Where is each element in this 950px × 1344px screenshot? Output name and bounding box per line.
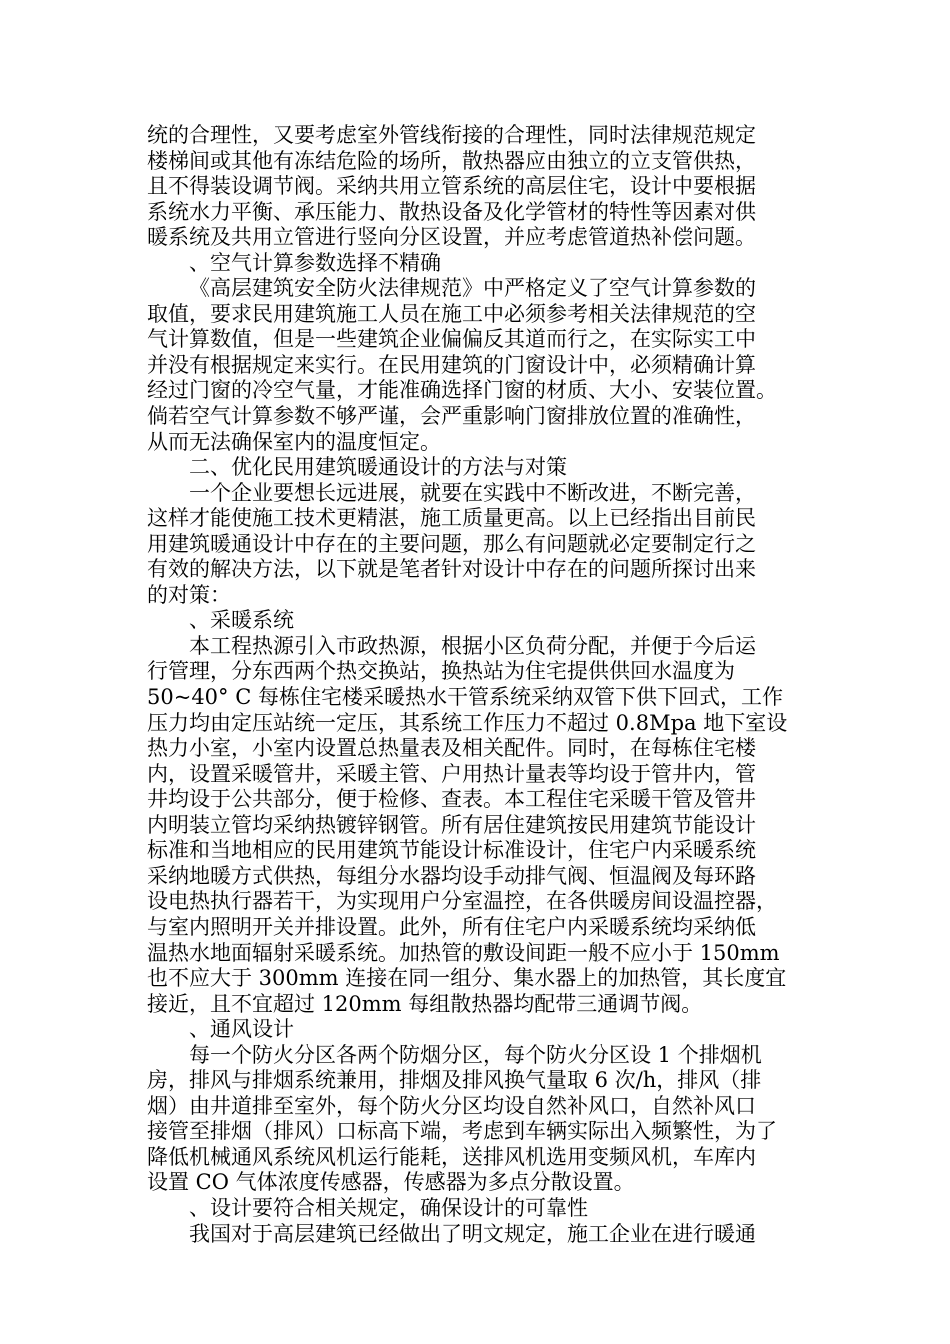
text-line: 接管至排烟（排风）口标高下端，考虑到车辆实际出入频繁性，为了 (147, 1119, 777, 1144)
text-line: 这样才能使施工技术更精湛，施工质量更高。以上已经指出目前民 (147, 506, 756, 531)
text-line: 系统水力平衡、承压能力、散热设备及化学管材的特性等因素对供 (147, 199, 756, 224)
text-line: 统的合理性，又要考虑室外管线衔接的合理性，同时法律规范规定 (147, 123, 756, 147)
text-line: 一个企业要想长远进展，就要在实践中不断改进，不断完善， (189, 480, 756, 505)
text-line: 压力均由定压站统一定压，其系统工作压力不超过 0.8Mpa 地下室设 (147, 710, 788, 735)
text-line: 的对策： (147, 582, 231, 607)
text-line: 、采暖系统 (189, 608, 294, 633)
text-line: 也不应大于 300mm 连接在同一组分、集水器上的加热管，其长度宜 (147, 966, 787, 991)
text-line: 降低机械通风系统风机运行能耗，送排风机选用变频风机，车库内 (147, 1144, 756, 1169)
text-line: 暖系统及共用立管进行竖向分区设置，并应考虑管道热补偿问题。 (147, 225, 756, 250)
document-body (147, 123, 807, 1247)
text-line: 取值，要求民用建筑施工人员在施工中必须参考相关法律规范的空 (147, 301, 756, 326)
text-line: 烟）由井道排至室外，每个防火分区均设自然补风口，自然补风口 (147, 1093, 756, 1118)
text-line: 温热水地面辐射采暖系统。加热管的敷设间距一般不应小于 150mm (147, 940, 780, 965)
text-line: 从而无法确保室内的温度恒定。 (147, 429, 441, 454)
text-line: 本工程热源引入市政热源，根据小区负荷分配，并便于今后运 (189, 633, 756, 658)
text-line: 我国对于高层建筑已经做出了明文规定，施工企业在进行暖通 (189, 1221, 756, 1246)
text-line: 楼梯间或其他有冻结危险的场所，散热器应由独立的立支管供热， (147, 148, 756, 173)
text-line: 50~40° C 每栋住宅楼采暖热水干管系统采纳双管下供下回式，工作 (147, 685, 783, 710)
text-line: 、空气计算参数选择不精确 (189, 250, 441, 275)
text-line: 内明装立管均采纳热镀锌钢管。所有居住建筑按民用建筑节能设计 (147, 812, 756, 837)
text-line: 并没有根据规定来实行。在民用建筑的门窗设计中，必须精确计算 (147, 352, 756, 377)
text-line: 房，排风与排烟系统兼用，排烟及排风换气量取 6 次/h，排风（排 (147, 1068, 762, 1093)
text-line: 经过门窗的冷空气量，才能准确选择门窗的材质、大小、安装位置。 (147, 378, 777, 403)
text-line: 、设计要符合相关规定，确保设计的可靠性 (189, 1195, 588, 1220)
text-line: 标准和当地相应的民用建筑节能设计标准设计，住宅户内采暖系统 (147, 838, 756, 863)
text-line: 设置 CO 气体浓度传感器，传感器为多点分散设置。 (147, 1170, 635, 1195)
text-line: 且不得装设调节阀。采纳共用立管系统的高层住宅，设计中要根据 (147, 174, 756, 199)
text-line: 用建筑暖通设计中存在的主要问题，那么有问题就必定要制定行之 (147, 531, 756, 556)
text-line: 、通风设计 (189, 1017, 294, 1042)
text-line: 《高层建筑安全防火法律规范》中严格定义了空气计算参数的 (189, 276, 756, 301)
text-line: 二、优化民用建筑暖通设计的方法与对策 (189, 455, 567, 480)
text-line: 气计算数值，但是一些建筑企业偏偏反其道而行之，在实际实工中 (147, 327, 756, 352)
text-line: 行管理，分东西两个热交换站，换热站为住宅提供供回水温度为 (147, 659, 735, 684)
text-line: 与室内照明开关并排设置。此外，所有住宅户内采暖系统均采纳低 (147, 914, 756, 939)
text-line: 倘若空气计算参数不够严谨，会严重影响门窗排放位置的准确性， (147, 404, 756, 429)
text-line: 接近，且不宜超过 120mm 每组散热器均配带三通调节阀。 (147, 991, 703, 1016)
text-line: 热力小室，小室内设置总热量表及相关配件。同时，在每栋住宅楼 (147, 736, 756, 761)
text-line: 井均设于公共部分，便于检修、查表。本工程住宅采暖干管及管井 (147, 787, 756, 812)
text-line: 有效的解决方法，以下就是笔者针对设计中存在的问题所探讨出来 (147, 557, 756, 582)
text-line: 内，设置采暖管井，采暖主管、户用热计量表等均设于管井内，管 (147, 761, 756, 786)
text-line: 采纳地暖方式供热，每组分水器均设手动排气阀、恒温阀及每环路 (147, 863, 756, 888)
text-line: 每一个防火分区各两个防烟分区，每个防火分区设 1 个排烟机 (189, 1042, 762, 1067)
text-line: 设电热执行器若干，为实现用户分室温控，在各供暖房间设温控器， (147, 889, 777, 914)
